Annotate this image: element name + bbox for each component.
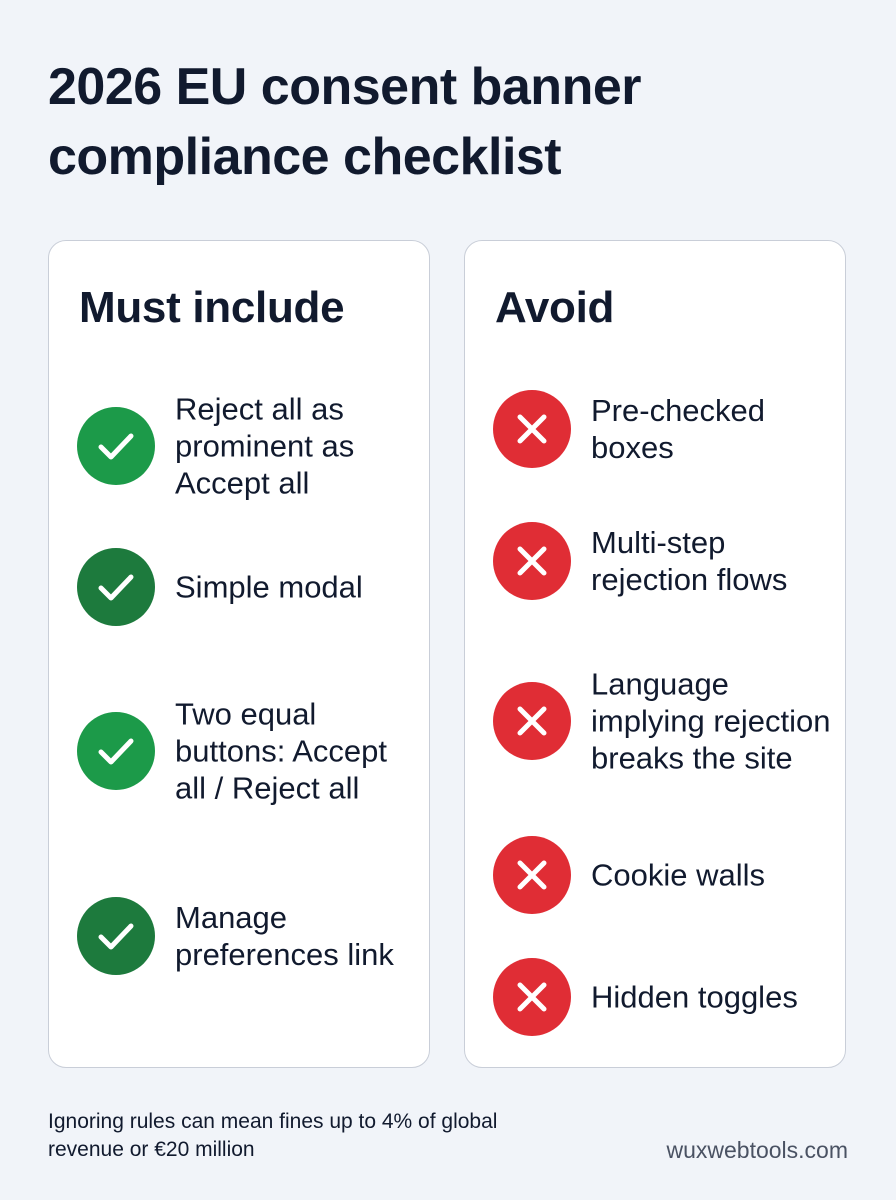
avoid-item-label: Pre-checked boxes <box>591 393 766 465</box>
must-include-item <box>77 675 419 827</box>
check-icon <box>77 897 155 975</box>
avoid-item <box>493 835 835 915</box>
page-title: 2026 EU consent banner compliance checklist <box>48 58 641 186</box>
avoid-item-label: Hidden toggles <box>591 979 798 1015</box>
check-icon <box>77 548 155 626</box>
cross-icon <box>493 958 571 1036</box>
cross-icon <box>493 682 571 760</box>
check-icon <box>77 407 155 485</box>
must-include-item-label: Simple modal <box>175 569 363 605</box>
must-include-item <box>77 387 419 505</box>
avoid-item <box>493 957 835 1037</box>
must-include-item-label: Manage preferences link <box>175 900 394 972</box>
brand-text: wuxwebtools.com <box>666 1137 848 1163</box>
avoid-item-label: Language implying rejection breaks the site <box>591 666 831 776</box>
must-include-item <box>77 547 419 627</box>
avoid-heading: Avoid <box>495 283 615 332</box>
cross-icon <box>493 390 571 468</box>
check-icon <box>77 712 155 790</box>
avoid-item <box>493 645 835 797</box>
cross-icon <box>493 836 571 914</box>
must-include-item <box>77 877 419 995</box>
fines-note: Ignoring rules can mean fines up to 4% of global revenue or €20 million <box>48 1110 498 1161</box>
avoid-item <box>493 389 835 469</box>
must-include-heading: Must include <box>79 283 345 332</box>
avoid-item-label: Cookie walls <box>591 857 766 893</box>
avoid-card <box>464 240 846 1068</box>
must-include-item-label: Reject all as prominent as Accept all <box>175 391 355 501</box>
avoid-item <box>493 521 835 601</box>
avoid-item-label: Multi-step rejection flows <box>591 525 788 597</box>
must-include-item-label: Two equal buttons: Accept all / Reject all <box>175 696 387 806</box>
cross-icon <box>493 522 571 600</box>
must-include-card <box>48 240 430 1068</box>
